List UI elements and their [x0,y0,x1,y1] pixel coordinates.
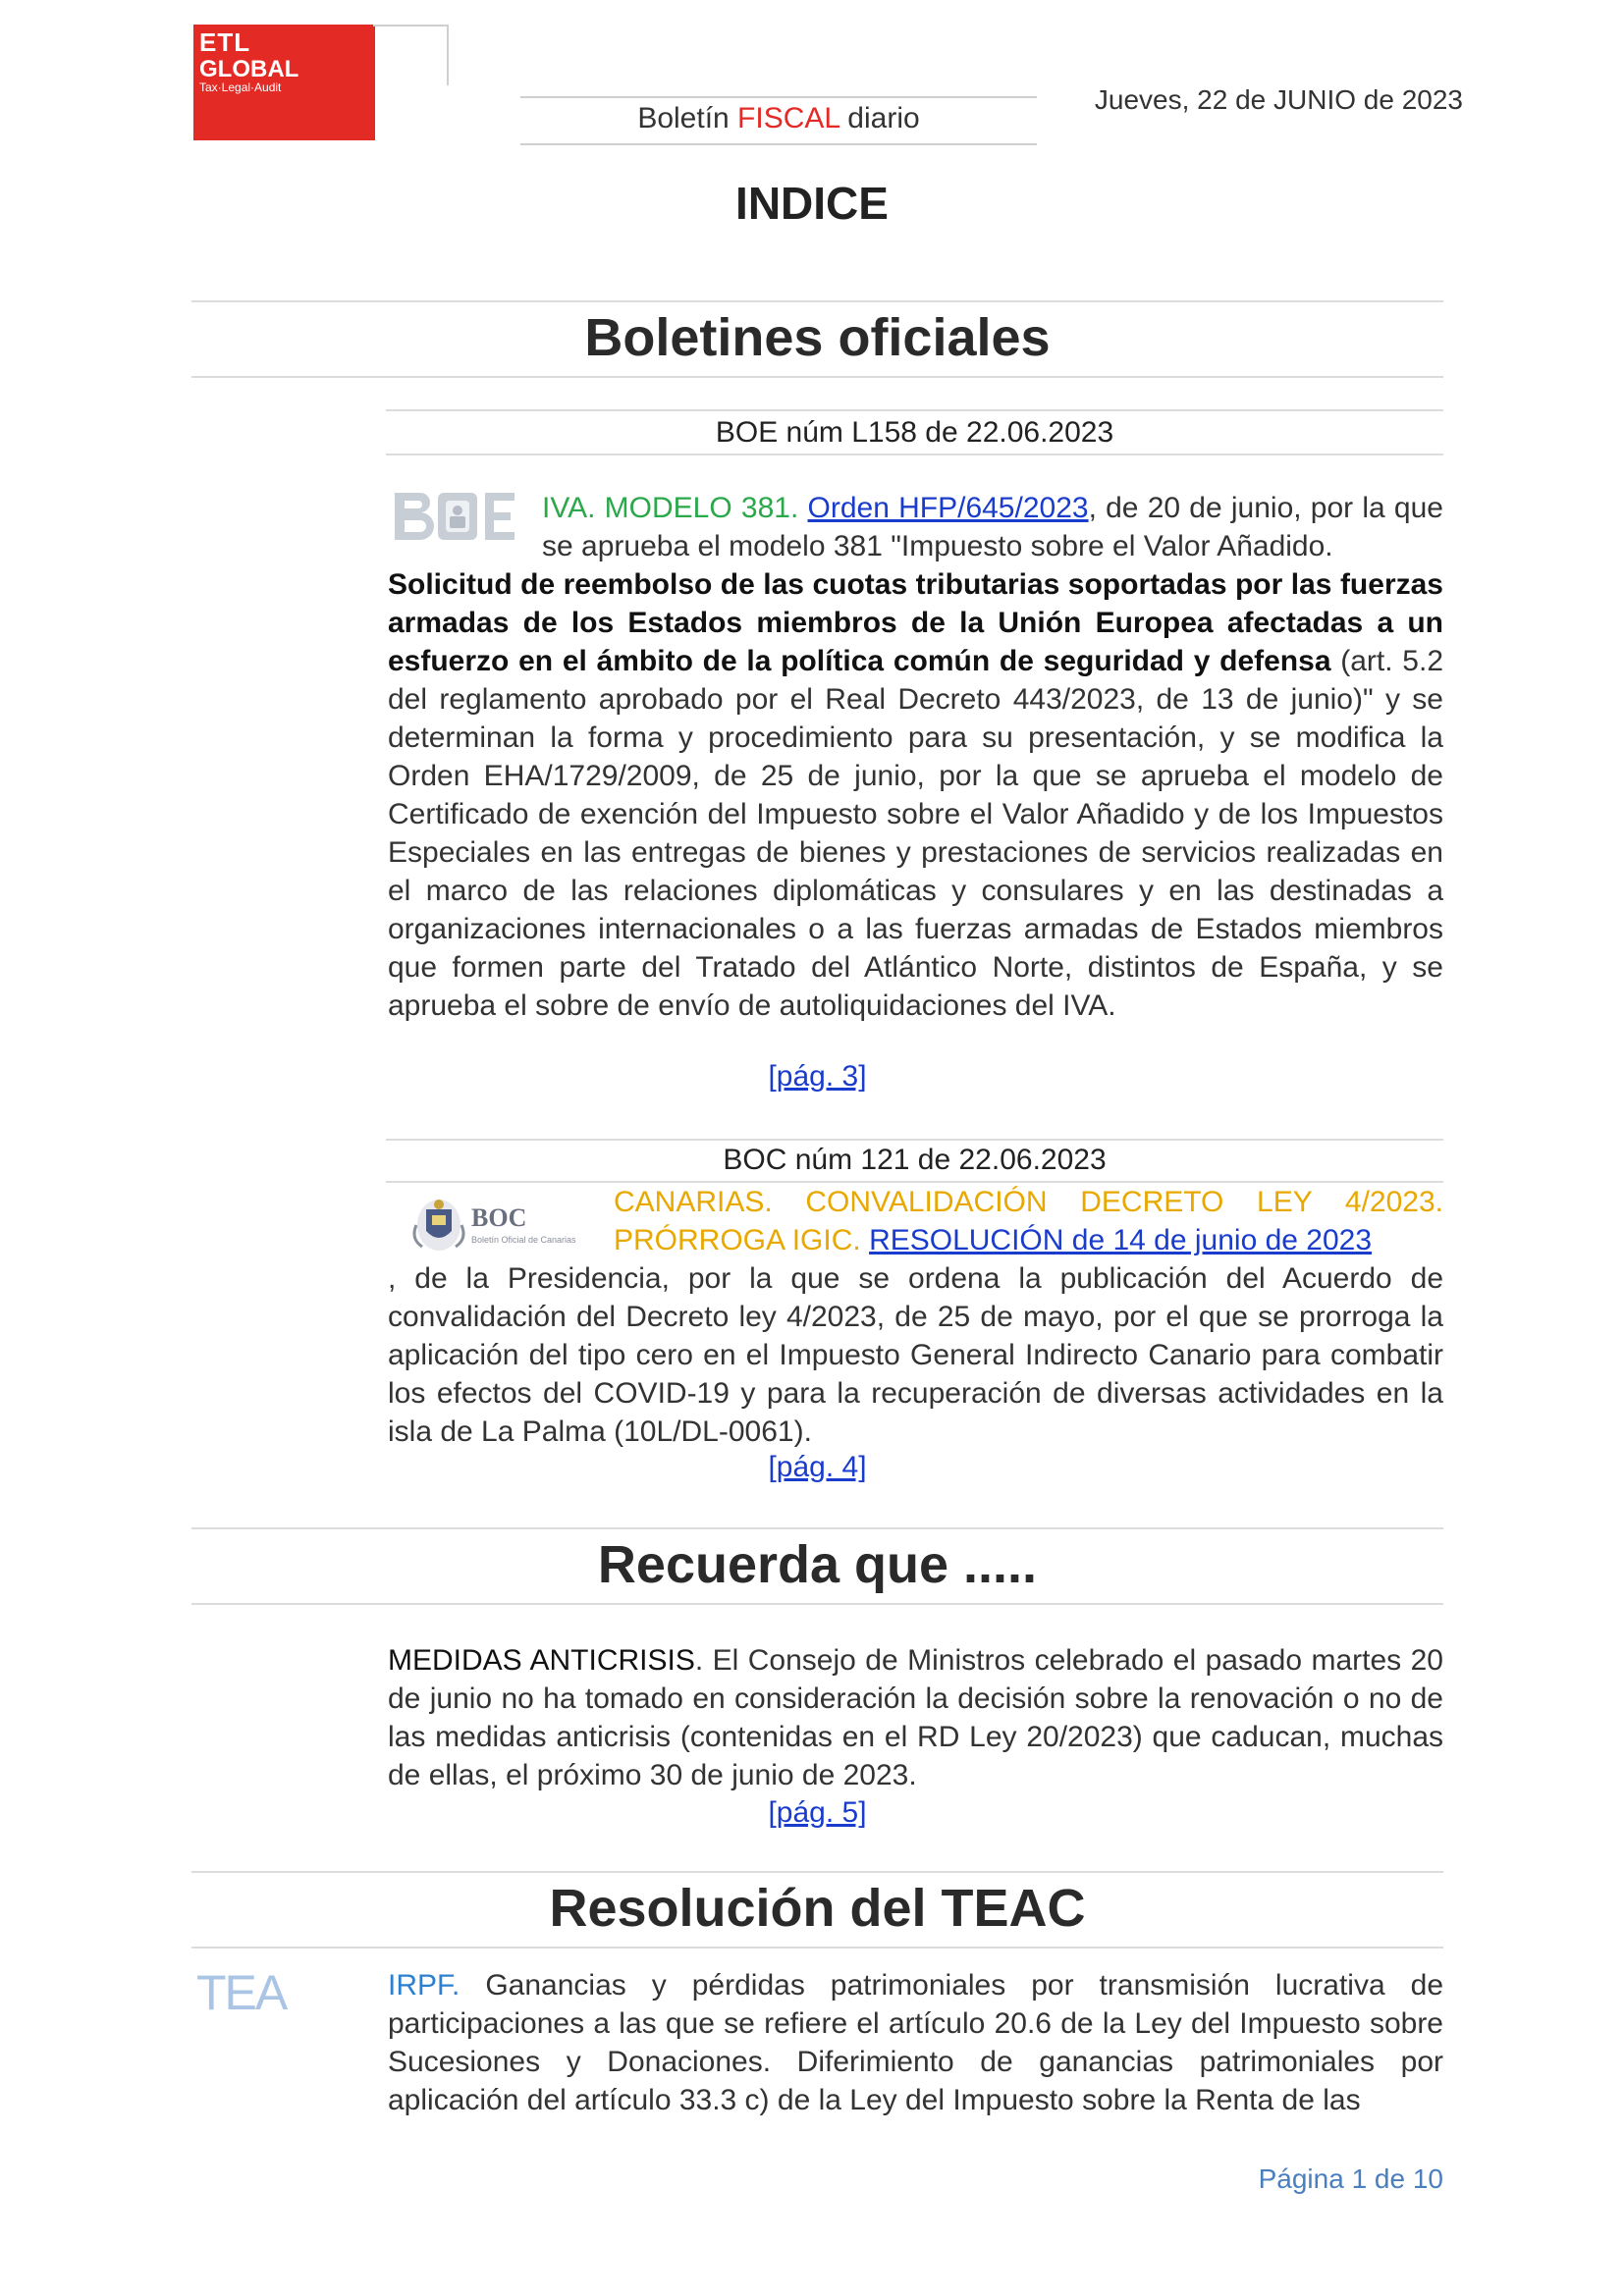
boc-subtitle: BOC núm 121 de 22.06.2023 [723,1144,1107,1176]
boe-topic: IVA. MODELO 381. [542,492,799,524]
section-divider [191,1603,1443,1605]
bulletin-title [520,102,1037,135]
header-divider [520,96,1037,98]
boe-entry-first-lines [542,489,1443,565]
boe-bold-text: Solicitud de reembolso de las cuotas tributarias soportadas por las fuerzas armadas de los Estados miembros de la Unión Europea afectadas a un esfuerzo en el ámbito de la política común de seguridad y defensa [388,568,1443,677]
recuerda-entry [388,1641,1443,1794]
recuerda-page-ref [388,1796,1247,1830]
section-divider [191,300,1443,302]
teac-topic: IRPF. [388,1969,460,2002]
subsection-divider [386,409,1443,411]
boc-logo-subtext: Boletín Oficial de Canarias [471,1235,576,1245]
boe-page-ref [388,1060,1247,1094]
boc-page-ref [388,1451,1247,1484]
boe-page-link[interactable]: [pág. 3] [768,1060,867,1093]
boe-rest-text: (art. 5.2 del reglamento aprobado por el Real Decreto 443/2023, de 13 de junio)" y se determinan la forma y procedimiento para su presentación, y se modifica la Orden EHA/1729/2009, de 25 de junio, por la que se aprueba el modelo de Certificado de exención del Impuesto sobre el Valor Añadido y de los Impuestos Especiales en las entregas de bienes y prestaciones de servicios realizadas en el marco de las relaciones diplomáticas y consulares y en las destinadas a organizaciones internacionales o a las fuerzas armadas de Estados miembros que formen parte del Tratado del Atlántico Norte, distintos de España, y se aprueba el sobre de envío de autoliquidaciones del IVA. [388,645,1444,1022]
logo-decoration [373,25,449,85]
section-divider [191,1947,1443,1949]
boc-page-link[interactable]: [pág. 4] [768,1451,867,1483]
tea-logo-icon [196,1963,287,2022]
subsection-divider [386,1139,1443,1141]
boe-subtitle: BOE núm L158 de 22.06.2023 [715,416,1114,449]
recuerda-topic: MEDIDAS ANTICRISIS [388,1644,695,1677]
section-divider [191,1527,1443,1529]
page-number: Página 1 de 10 [1258,2163,1443,2194]
logo-line2: GLOBAL [199,56,299,82]
bulletin-title-accent: FISCAL [737,102,839,134]
section-title-teac: Resolución del TEAC [549,1879,1086,1938]
section-title-boletines: Boletines oficiales [584,308,1051,367]
logo-line1: ETL [199,27,251,57]
index-title: INDICE [735,178,889,229]
logo-line3: Tax·Legal·Audit [199,80,282,94]
teac-entry [388,1966,1443,2119]
boc-topic: CANARIAS. CONVALIDACIÓN DECRETO LEY 4/2023. PRÓRROGA IGIC. [614,1186,1443,1256]
boe-order-link[interactable]: Orden HFP/645/2023 [807,492,1089,524]
boc-logo-icon [405,1196,591,1255]
section-title-recuerda: Recuerda que ..... [597,1535,1038,1594]
tea-logo-text: TEA [196,1965,287,2020]
bulletin-title-prefix: Boletín [637,102,738,134]
boe-entry-body [388,565,1443,1025]
section-divider [191,376,1443,378]
section-divider [191,1871,1443,1873]
boc-logo-text: BOC [471,1203,527,1232]
publication-date: Jueves, 22 de JUNIO de 2023 [1094,84,1463,115]
boe-text-after-link: , de 20 de junio, por la que se aprueba el modelo 381 "Impuesto sobre el Valor Añadido. [542,492,1443,562]
boc-entry-body: , de la Presidencia, por la que se ordena la publicación del Acuerdo de convalidación del Decreto ley 4/2023, de 25 de mayo, por el que se prorroga la aplicación del tipo cero en el Impuesto General Indirecto Canario para combatir los efectos del COVID-19 y para la recuperación de diversas actividades en la isla de La Palma (10L/DL-0061). [388,1262,1443,1448]
teac-text: Ganancias y pérdidas patrimoniales por transmisión lucrativa de participaciones a las que se refiere el artículo 20.6 de la Ley del Impuesto sobre Sucesiones y Donaciones. Diferimiento de ganancias patrimoniales por aplicación del artículo 33.3 c) de la Ley del Impuesto sobre la Renta de las [388,1969,1443,2116]
boc-entry-first-lines [614,1183,1443,1259]
boc-resolution-link[interactable]: RESOLUCIÓN de 14 de junio de 2023 [869,1224,1373,1256]
recuerda-text: . El Consejo de Ministros celebrado el pasado martes 20 de junio no ha tomado en consideración la decisión sobre la renovación o no de las medidas anticrisis (contenidas en el RD Ley 20/2023) que caducan, muchas de ellas, el próximo 30 de junio de 2023. [388,1644,1443,1791]
subsection-divider [386,454,1443,455]
bulletin-title-suffix: diario [839,102,920,134]
boe-logo-icon [393,489,518,544]
header-divider [520,143,1037,145]
recuerda-page-link[interactable]: [pág. 5] [768,1796,867,1829]
